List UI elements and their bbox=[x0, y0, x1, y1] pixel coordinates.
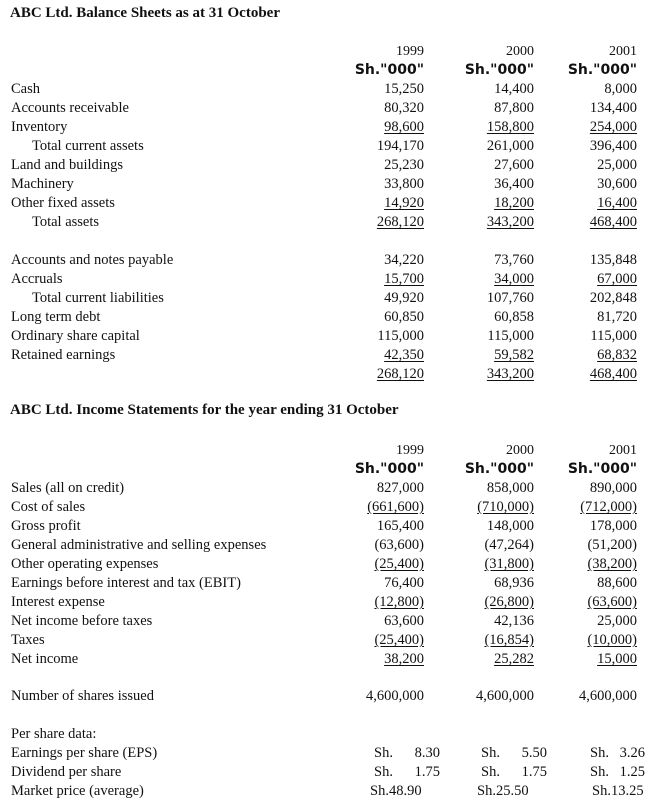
per-share-value-1999: 8.30 bbox=[414, 745, 440, 761]
income-statement-value-2000: (710,000) bbox=[477, 499, 534, 515]
balance-sheet-row bbox=[0, 289, 654, 308]
per-share-row bbox=[0, 782, 654, 801]
balance-sheet-label: Long term debt bbox=[11, 309, 101, 325]
income-statement-title: ABC Ltd. Income Statements for the year ending 31 October bbox=[10, 402, 399, 418]
balance-sheet-row bbox=[0, 213, 654, 232]
balance-sheet-value-2001: 16,400 bbox=[597, 195, 637, 211]
balance-sheet-value-2001: 468,400 bbox=[589, 366, 637, 382]
balance-sheet-value-1999: 15,700 bbox=[384, 271, 424, 287]
income-statement-row bbox=[0, 593, 654, 612]
balance-sheet-value-2001: 30,600 bbox=[597, 176, 637, 192]
income-statement-unit-header bbox=[0, 460, 654, 479]
balance-sheet-label: Other fixed assets bbox=[11, 195, 115, 211]
income-statement-row bbox=[0, 479, 654, 498]
income-statement-value-1999: (63,600) bbox=[374, 537, 424, 553]
shares-1999: 4,600,000 bbox=[366, 688, 424, 704]
balance-sheet-label: Inventory bbox=[11, 119, 68, 135]
income-statement-row bbox=[0, 498, 654, 517]
balance-sheet-label: Cash bbox=[11, 81, 40, 97]
balance-sheet-value-2001: 8,000 bbox=[604, 81, 637, 97]
income-statement-value-2001: 178,000 bbox=[589, 518, 637, 534]
year-1999: 1999 bbox=[396, 443, 424, 458]
balance-sheet-value-2000: 107,760 bbox=[486, 290, 534, 306]
balance-sheet-row bbox=[0, 80, 654, 99]
per-share-label: Earnings per share (EPS) bbox=[11, 745, 158, 761]
per-share-value-1999: 1.75 bbox=[414, 764, 440, 780]
income-statement-row bbox=[0, 574, 654, 593]
per-share-value-1999 bbox=[370, 782, 422, 801]
income-statement-value-2000: (31,800) bbox=[484, 556, 534, 572]
income-statement-label: General administrative and selling expenses bbox=[11, 537, 267, 553]
currency-prefix: Sh. bbox=[370, 783, 389, 799]
year-2000: 2000 bbox=[506, 443, 534, 458]
per-share-value-2000 bbox=[477, 782, 529, 801]
balance-sheet-row bbox=[0, 156, 654, 175]
balance-sheet-label: Retained earnings bbox=[11, 347, 116, 363]
income-statement-value-2000: (26,800) bbox=[484, 594, 534, 610]
currency-prefix: Sh. bbox=[374, 764, 393, 780]
balance-sheet-value-2001: 135,848 bbox=[589, 252, 637, 268]
income-statement-value-2001: 15,000 bbox=[597, 651, 637, 667]
unit-1999: Sh."000" bbox=[354, 461, 424, 477]
balance-sheet-title: ABC Ltd. Balance Sheets as at 31 October bbox=[10, 5, 280, 21]
unit-1999: Sh."000" bbox=[354, 62, 424, 78]
balance-sheet-unit-header bbox=[0, 61, 654, 80]
income-statement-value-2001: (38,200) bbox=[587, 556, 637, 572]
balance-sheet-row bbox=[0, 346, 654, 365]
income-statement-value-1999: (25,400) bbox=[374, 556, 424, 572]
balance-sheet-value-2000: 343,200 bbox=[486, 366, 534, 382]
income-statement-value-1999: 827,000 bbox=[376, 480, 424, 496]
per-share-number: 48.90 bbox=[388, 783, 422, 799]
balance-sheet-label: Land and buildings bbox=[11, 157, 123, 173]
balance-sheet-row bbox=[0, 194, 654, 213]
balance-sheet-row bbox=[0, 99, 654, 118]
income-statement-value-2000: 68,936 bbox=[494, 575, 534, 591]
year-2000: 2000 bbox=[506, 44, 534, 59]
balance-sheet-row bbox=[0, 251, 654, 270]
balance-sheet-value-1999: 60,850 bbox=[384, 309, 424, 325]
balance-sheet-value-1999: 115,000 bbox=[377, 328, 424, 344]
balance-sheet-value-2000: 115,000 bbox=[487, 328, 534, 344]
income-statement-value-1999: 76,400 bbox=[384, 575, 424, 591]
year-2001: 2001 bbox=[609, 44, 637, 59]
per-share-value-2001 bbox=[592, 782, 644, 801]
balance-sheet-value-1999: 268,120 bbox=[376, 214, 424, 230]
income-statement-value-2001: (51,200) bbox=[587, 537, 637, 553]
income-statement-value-1999: (25,400) bbox=[374, 632, 424, 648]
shares-2001: 4,600,000 bbox=[579, 688, 637, 704]
income-statement-value-2000: 148,000 bbox=[486, 518, 534, 534]
balance-sheet-label: Total current assets bbox=[32, 138, 144, 154]
balance-sheet-value-2001: 25,000 bbox=[597, 157, 637, 173]
currency-prefix: Sh. bbox=[374, 745, 393, 761]
balance-sheet-value-2001: 396,400 bbox=[589, 138, 637, 154]
balance-sheet-row bbox=[0, 365, 654, 384]
balance-sheet-value-2001: 468,400 bbox=[589, 214, 637, 230]
balance-sheet-label: Accounts receivable bbox=[11, 100, 129, 116]
year-1999: 1999 bbox=[396, 44, 424, 59]
balance-sheet-value-2000: 14,400 bbox=[494, 81, 534, 97]
balance-sheet-value-2000: 27,600 bbox=[494, 157, 534, 173]
per-share-value-2001: 3.26 bbox=[619, 745, 645, 761]
income-statement-row bbox=[0, 650, 654, 669]
unit-2000: Sh."000" bbox=[464, 461, 534, 477]
income-statement-value-2001: 88,600 bbox=[597, 575, 637, 591]
balance-sheet-label: Accounts and notes payable bbox=[11, 252, 174, 268]
income-statement-value-2000: 858,000 bbox=[486, 480, 534, 496]
shares-issued-label: Number of shares issued bbox=[11, 688, 154, 704]
per-share-value-2001: 1.25 bbox=[619, 764, 645, 780]
balance-sheet-value-1999: 33,800 bbox=[384, 176, 424, 192]
balance-sheet-value-2001: 134,400 bbox=[589, 100, 637, 116]
income-statement-value-1999: 38,200 bbox=[384, 651, 424, 667]
per-share-number: 13.25 bbox=[610, 783, 644, 799]
balance-sheet-value-2001: 68,832 bbox=[597, 347, 637, 363]
balance-sheet-value-2000: 343,200 bbox=[486, 214, 534, 230]
balance-sheet-value-1999: 14,920 bbox=[384, 195, 424, 211]
balance-sheet-value-2000: 34,000 bbox=[494, 271, 534, 287]
balance-sheet-row bbox=[0, 270, 654, 289]
currency-prefix: Sh. bbox=[481, 745, 500, 761]
unit-2001: Sh."000" bbox=[567, 62, 637, 78]
currency-prefix: Sh. bbox=[477, 783, 496, 799]
shares-2000: 4,600,000 bbox=[476, 688, 534, 704]
balance-sheet-value-2001: 202,848 bbox=[589, 290, 637, 306]
income-statement-row bbox=[0, 631, 654, 650]
balance-sheet-value-2001: 81,720 bbox=[597, 309, 637, 325]
income-statement-label: Cost of sales bbox=[11, 499, 86, 515]
income-statement-row bbox=[0, 517, 654, 536]
currency-prefix: Sh. bbox=[481, 764, 500, 780]
balance-sheet-value-1999: 34,220 bbox=[384, 252, 424, 268]
balance-sheet-value-1999: 80,320 bbox=[384, 100, 424, 116]
income-statement-value-1999: (12,800) bbox=[374, 594, 424, 610]
balance-sheet-row bbox=[0, 118, 654, 137]
income-statement-row bbox=[0, 612, 654, 631]
income-statement-value-2001: (10,000) bbox=[587, 632, 637, 648]
balance-sheet-value-1999: 49,920 bbox=[384, 290, 424, 306]
balance-sheet-label: Total assets bbox=[32, 214, 100, 230]
income-statement-value-1999: 165,400 bbox=[376, 518, 424, 534]
balance-sheet-value-1999: 268,120 bbox=[376, 366, 424, 382]
income-statement-label: Net income bbox=[11, 651, 79, 667]
income-statement-row bbox=[0, 536, 654, 555]
unit-2000: Sh."000" bbox=[464, 62, 534, 78]
per-share-heading: Per share data: bbox=[11, 726, 97, 742]
income-statement-value-2001: 890,000 bbox=[589, 480, 637, 496]
income-statement-value-1999: (661,600) bbox=[367, 499, 424, 515]
balance-sheet-value-1999: 194,170 bbox=[376, 138, 424, 154]
per-share-row bbox=[0, 744, 654, 763]
balance-sheet-label: Machinery bbox=[11, 176, 74, 192]
per-share-heading-row bbox=[0, 725, 654, 744]
balance-sheet-value-2001: 254,000 bbox=[589, 119, 637, 135]
income-statement-value-2001: (712,000) bbox=[580, 499, 637, 515]
balance-sheet-row bbox=[0, 308, 654, 327]
balance-sheet-value-2000: 158,800 bbox=[486, 119, 534, 135]
unit-2001: Sh."000" bbox=[567, 461, 637, 477]
income-statement-value-2001: 25,000 bbox=[597, 613, 637, 629]
income-statement-value-2001: (63,600) bbox=[587, 594, 637, 610]
income-statement-label: Interest expense bbox=[11, 594, 105, 610]
income-statement-label: Taxes bbox=[11, 632, 45, 648]
balance-sheet-value-2001: 115,000 bbox=[590, 328, 637, 344]
balance-sheet-row bbox=[0, 137, 654, 156]
year-2001: 2001 bbox=[609, 443, 637, 458]
balance-sheet-value-1999: 98,600 bbox=[384, 119, 424, 135]
balance-sheet-row bbox=[0, 175, 654, 194]
income-statement-value-1999: 63,600 bbox=[384, 613, 424, 629]
per-share-number: 25.50 bbox=[495, 783, 529, 799]
currency-prefix: Sh. bbox=[590, 745, 609, 761]
balance-sheet-value-2000: 60,858 bbox=[494, 309, 534, 325]
balance-sheet-value-1999: 42,350 bbox=[384, 347, 424, 363]
balance-sheet-value-2000: 36,400 bbox=[494, 176, 534, 192]
currency-prefix: Sh. bbox=[592, 783, 611, 799]
balance-sheet-label: Accruals bbox=[11, 271, 63, 287]
per-share-value-2000: 1.75 bbox=[521, 764, 547, 780]
per-share-value-2000: 5.50 bbox=[521, 745, 547, 761]
balance-sheet-value-2001: 67,000 bbox=[597, 271, 637, 287]
shares-issued-row bbox=[0, 687, 654, 706]
balance-sheet-value-1999: 25,230 bbox=[384, 157, 424, 173]
balance-sheet-value-2000: 261,000 bbox=[486, 138, 534, 154]
balance-sheet-label: Ordinary share capital bbox=[11, 328, 140, 344]
per-share-row bbox=[0, 763, 654, 782]
income-statement-value-2000: 42,136 bbox=[494, 613, 534, 629]
income-statement-value-2000: (16,854) bbox=[484, 632, 534, 648]
income-statement-value-2000: 25,282 bbox=[494, 651, 534, 667]
currency-prefix: Sh. bbox=[590, 764, 609, 780]
income-statement-label: Earnings before interest and tax (EBIT) bbox=[11, 575, 241, 591]
balance-sheet-label: Total current liabilities bbox=[32, 290, 164, 306]
income-statement-label: Other operating expenses bbox=[11, 556, 159, 572]
balance-sheet-year-header bbox=[0, 42, 654, 61]
income-statement-label: Gross profit bbox=[11, 518, 81, 534]
per-share-label: Market price (average) bbox=[11, 783, 144, 799]
balance-sheet-value-2000: 18,200 bbox=[494, 195, 534, 211]
income-statement-label: Net income before taxes bbox=[11, 613, 153, 629]
balance-sheet-value-1999: 15,250 bbox=[384, 81, 424, 97]
income-statement-value-2000: (47,264) bbox=[484, 537, 534, 553]
balance-sheet-row bbox=[0, 327, 654, 346]
income-statement-year-header bbox=[0, 441, 654, 460]
balance-sheet-value-2000: 73,760 bbox=[494, 252, 534, 268]
balance-sheet-value-2000: 87,800 bbox=[494, 100, 534, 116]
income-statement-row bbox=[0, 555, 654, 574]
balance-sheet-value-2000: 59,582 bbox=[494, 347, 534, 363]
income-statement-label: Sales (all on credit) bbox=[11, 480, 125, 496]
per-share-label: Dividend per share bbox=[11, 764, 122, 780]
